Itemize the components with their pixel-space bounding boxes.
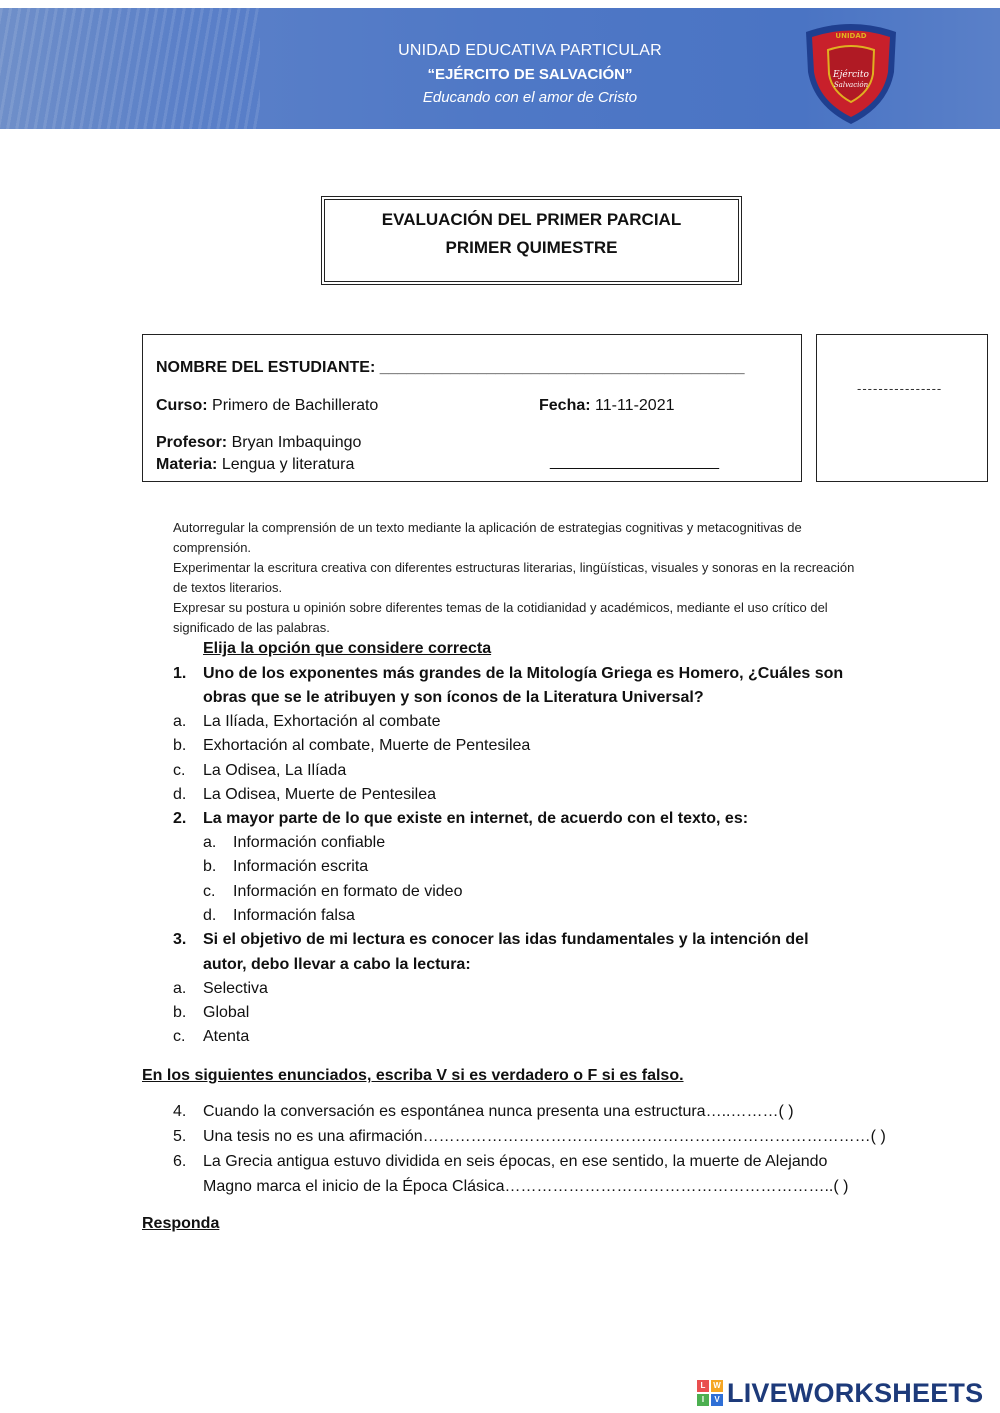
q2-option-d[interactable]: Información falsa (233, 907, 355, 924)
q2-option-b[interactable]: Información escrita (233, 858, 369, 875)
option-letter: a. (173, 980, 187, 997)
q1-option-b[interactable]: Exhortación al combate, Muerte de Pentesilea (203, 737, 531, 754)
date-label: Fecha: (539, 397, 591, 414)
student-name-row (156, 359, 745, 377)
svg-text:Salvación: Salvación (833, 81, 869, 89)
objective-2: Experimentar la escritura creativa con diferentes estructuras literarias, lingüísticas, visuales y sonoras en la recreación de textos literarios. (173, 560, 855, 595)
exam-subtitle: PRIMER QUIMESTRE (445, 238, 618, 257)
subject-value: Lengua y literatura (221, 456, 355, 473)
option-letter: b. (173, 737, 187, 754)
option-letter: b. (173, 1004, 187, 1021)
teacher-row (156, 434, 361, 452)
section2-instruction: En los siguientes enunciados, escriba V si es verdadero o F si es falso. (142, 1067, 684, 1084)
section1-instruction: Elija la opción que considere correcta (203, 640, 492, 657)
question-1-text: Uno de los exponentes más grandes de la Mitología Griega es Homero, ¿Cuáles son (203, 665, 844, 682)
logo-letter: I (697, 1394, 709, 1406)
q2-option-a[interactable]: Información confiable (233, 834, 386, 851)
school-name: “EJÉRCITO DE SALVACIÓN” (427, 66, 633, 83)
option-letter: c. (173, 1028, 186, 1045)
statement-number: 6. (173, 1153, 187, 1170)
header-banner (0, 8, 1000, 129)
grade-box[interactable] (816, 334, 988, 482)
option-letter: b. (203, 858, 217, 875)
exam-title-box (321, 196, 742, 285)
subject-row (156, 456, 354, 474)
student-name-label: NOMBRE DEL ESTUDIANTE: (156, 359, 376, 376)
logo-letter: V (711, 1394, 723, 1406)
grade-placeholder: ---------------- (857, 381, 943, 396)
question-number: 3. (173, 931, 187, 948)
objective-3: Expresar su postura u opinión sobre diferentes temas de la cotidianidad y académicos, mediante el uso crítico del significado de las palabras. (173, 600, 828, 635)
question-2-text: La mayor parte de lo que existe en internet, de acuerdo con el texto, es: (203, 810, 749, 827)
option-letter: d. (173, 786, 187, 803)
statement-4[interactable]: Cuando la conversación es espontánea nunca presenta una estructura…..………( ) (203, 1103, 794, 1120)
liveworksheets-watermark (697, 1376, 983, 1410)
logo-letter: L (697, 1380, 709, 1392)
question-3-text: Si el objetivo de mi lectura es conocer las idas fundamentales y la intención del (203, 931, 809, 948)
question-number: 1. (173, 665, 187, 682)
statement-6-cont[interactable]: Magno marca el inicio de la Época Clásica……………………………………………………..( ) (203, 1178, 849, 1195)
student-name-field[interactable]: _________________________________________ (379, 359, 745, 376)
q3-option-c[interactable]: Atenta (203, 1028, 250, 1045)
teacher-label: Profesor: (156, 434, 228, 451)
school-logo-icon (798, 22, 904, 126)
option-letter: a. (173, 713, 187, 730)
question-3-text-cont: autor, debo llevar a cabo la lectura: (203, 956, 471, 973)
date-row (539, 397, 675, 415)
q1-option-c[interactable]: La Odisea, La Ilíada (203, 762, 347, 779)
question-number: 2. (173, 810, 187, 827)
question-1-text-cont: obras que se le atribuyen y son íconos de la Literatura Universal? (203, 689, 704, 706)
school-type: UNIDAD EDUCATIVA PARTICULAR (398, 42, 662, 59)
q1-option-a[interactable]: La Ilíada, Exhortación al combate (203, 713, 441, 730)
section3-heading: Responda (142, 1215, 220, 1232)
q1-option-d[interactable]: La Odisea, Muerte de Pentesilea (203, 786, 437, 803)
option-letter: a. (203, 834, 217, 851)
school-motto: Educando con el amor de Cristo (422, 89, 638, 106)
statement-number: 5. (173, 1128, 187, 1145)
q2-option-c[interactable]: Información en formato de video (233, 883, 463, 900)
objective-1: Autorregular la comprensión de un texto mediante la aplicación de estrategias cognitivas y metacognitivas de comprensión. (173, 520, 802, 555)
option-letter: c. (173, 762, 186, 779)
student-info-box (142, 334, 802, 482)
svg-text:UNIDAD: UNIDAD (835, 32, 867, 40)
subject-label: Materia: (156, 456, 218, 473)
course-label: Curso: (156, 397, 208, 414)
option-letter: c. (203, 883, 216, 900)
logo-letter: W (711, 1380, 723, 1392)
q3-option-b[interactable]: Global (203, 1004, 250, 1021)
liveworksheets-logo-icon (697, 1380, 723, 1406)
exam-title: EVALUACIÓN DEL PRIMER PARCIAL (381, 210, 682, 229)
statement-number: 4. (173, 1103, 187, 1120)
option-letter: d. (203, 907, 217, 924)
teacher-value: Bryan Imbaquingo (231, 434, 362, 451)
course-row (156, 397, 378, 415)
q3-option-a[interactable]: Selectiva (203, 980, 268, 997)
liveworksheets-text: LIVEWORKSHEETS (727, 1377, 984, 1408)
svg-text:Ejército: Ejército (833, 70, 869, 80)
date-value: 11-11-2021 (595, 397, 675, 414)
course-value: Primero de Bachillerato (212, 397, 379, 414)
statement-5[interactable]: Una tesis no es una afirmación…………………………………………………………………………( ) (203, 1128, 886, 1145)
statement-6: La Grecia antigua estuvo dividida en seis épocas, en ese sentido, la muerte de Alejando (203, 1153, 828, 1170)
signature-line: ___________________ (550, 453, 720, 470)
